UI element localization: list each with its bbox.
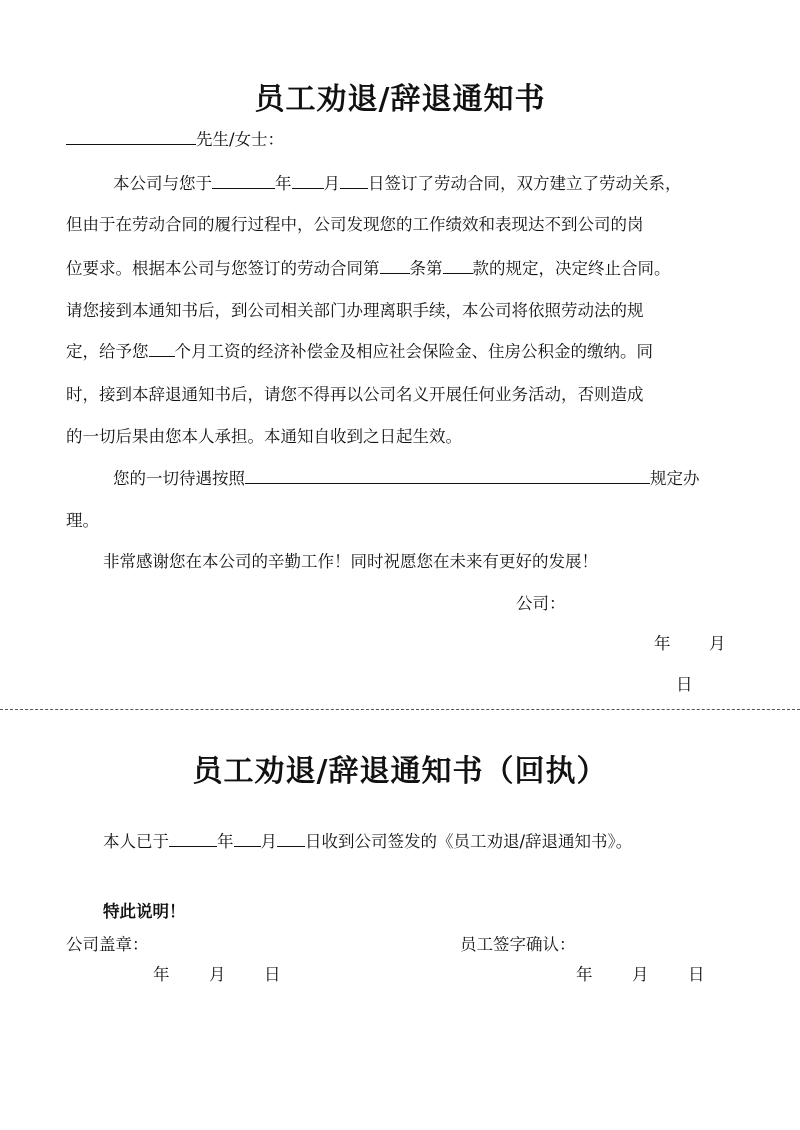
company-seal-label: 公司盖章： — [66, 935, 149, 954]
notice-date-year: 年 — [654, 634, 671, 653]
thanks-line: 非常感谢您在本公司的辛勤工作！同时祝愿您在未来有更好的发展！ — [103, 552, 598, 571]
sign-date-day: 日 — [688, 965, 705, 984]
seal-date-day: 日 — [264, 965, 281, 984]
months-blank[interactable] — [149, 341, 175, 357]
sign-day-blank[interactable] — [340, 173, 368, 189]
sign-date-month: 月 — [632, 965, 649, 984]
seal-date-year: 年 — [153, 965, 170, 984]
employee-sign-label: 员工签字确认： — [460, 935, 576, 954]
sign-month-blank[interactable] — [292, 173, 324, 189]
receipt-day-blank[interactable] — [277, 831, 305, 847]
treatment-blank[interactable] — [245, 468, 650, 484]
receipt-line: 本人已于 年 月 日收到公司签发的《员工劝退/辞退通知书》。 — [103, 832, 633, 851]
article-blank[interactable] — [380, 258, 410, 274]
name-blank[interactable] — [66, 129, 196, 145]
sign-year-blank[interactable] — [212, 173, 275, 189]
para1-line6: 时，接到本辞退通知书后，请您不得再以公司名义开展任何业务活动，否则造成 — [66, 385, 644, 404]
special-note: 特此说明！ — [103, 902, 186, 921]
para1-line4: 请您接到本通知书后，到公司相关部门办理离职手续，本公司将依照劳动法的规 — [66, 301, 644, 320]
receipt-month-blank[interactable] — [234, 831, 261, 847]
notice-date-month: 月 — [709, 634, 726, 653]
seal-date-month: 月 — [209, 965, 226, 984]
salutation: 先生/女士： — [196, 130, 285, 149]
clause-blank[interactable] — [443, 258, 473, 274]
para1-line5: 定，给予您 个月工资的经济补偿金及相应社会保险金、住房公积金的缴纳。同 — [66, 342, 653, 361]
para1-line1: 本公司与您于 年 月 日签订了劳动合同，双方建立了劳动关系， — [113, 174, 682, 193]
para1-line7: 的一切后果由您本人承担。本通知自收到之日起生效。 — [66, 427, 462, 446]
para1-line2: 但由于在劳动合同的履行过程中，公司发现您的工作绩效和表现达不到公司的岗 — [66, 215, 644, 234]
receipt-year-blank[interactable] — [169, 831, 217, 847]
salutation-line — [66, 126, 284, 150]
cut-line-divider — [0, 709, 800, 710]
notice-title: 员工劝退/辞退通知书 — [254, 82, 546, 117]
notice-date-day: 日 — [676, 675, 693, 694]
company-label: 公司： — [516, 594, 566, 613]
treatment-line-cont: 理。 — [66, 511, 99, 530]
sign-date-year: 年 — [576, 965, 593, 984]
treatment-line: 您的一切待遇按照 规定办 — [113, 469, 700, 488]
receipt-title: 员工劝退/辞退通知书（回执） — [192, 754, 608, 789]
para1-line3: 位要求。根据本公司与您签订的劳动合同第 条第 款的规定，决定终止合同。 — [66, 259, 671, 278]
